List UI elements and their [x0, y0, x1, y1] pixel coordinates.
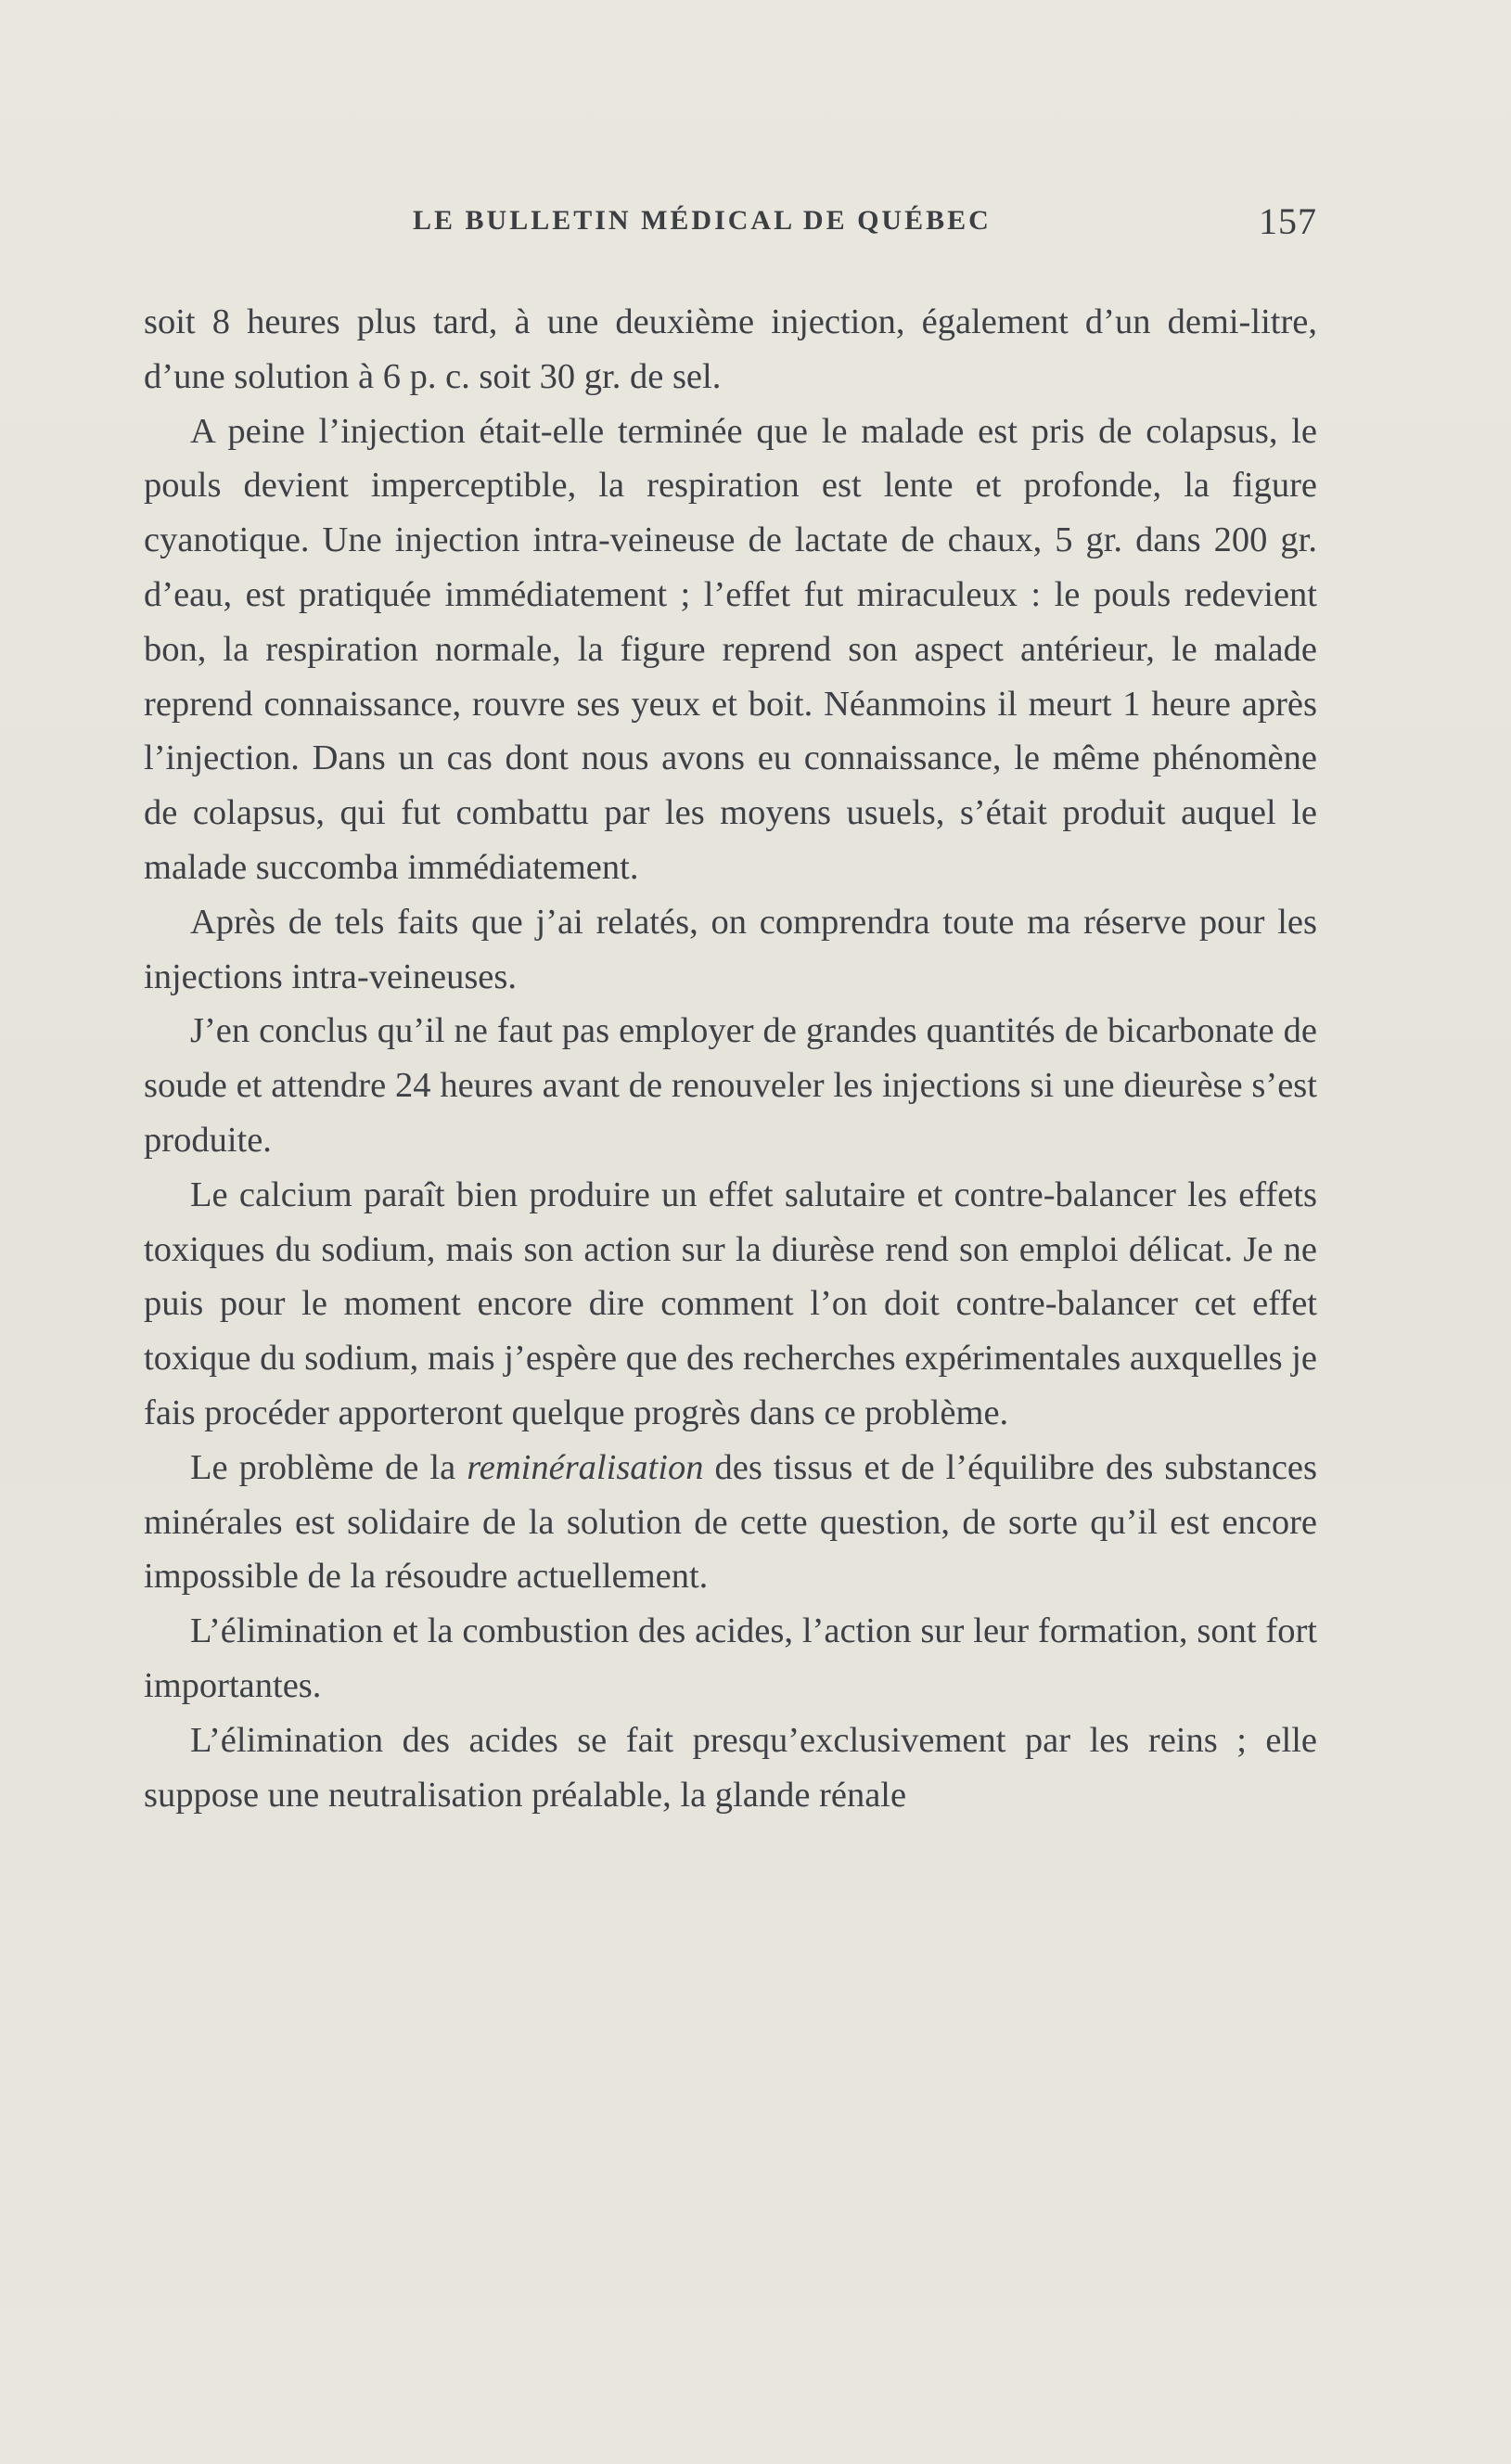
- paragraph-3: Après de tels faits que j’ai relatés, on comprendra toute ma réserve pour les injections intra-veineuses.: [144, 902, 1317, 996]
- paragraph-5: Le calcium paraît bien produire un effet salutaire et contre-balancer les effets toxiques du sodium, mais son action sur la diurèse rend son emploi délicat. Je ne puis pour le moment encore dire comment l’on doit contre-balancer cet effet toxique du sodium, mais j’espère que des recherches expérimentales auxquelles je fais procéder apporteront quelque progrès dans ce problème.: [144, 1174, 1317, 1432]
- paragraph-1: soit 8 heures plus tard, à une deuxième injection, également d’un demi-litre, d’une solution à 6 p. c. soit 30 gr. de sel.: [144, 302, 1317, 396]
- page-number: 157: [1259, 200, 1317, 242]
- paragraph-2: A peine l’injection était-elle terminée que le malade est pris de colapsus, le pouls devient imperceptible, la respiration est lente et profonde, la figure cyanotique. Une injection intra-veineuse de lactate de chaux, 5 gr. dans 200 gr. d’eau, est pratiquée immédiatement ; l’effet fut miraculeux : le pouls redevient bon, la respiration normale, la figure reprend son aspect antérieur, le malade reprend connaissance, rouvre ses yeux et boit. Néanmoins il meurt 1 heure après l’injection. Dans un cas dont nous avons eu connaissance, le même phénomène de colapsus, qui fut combattu par les moyens usuels, s’était produit auquel le malade succomba immédiatement.: [144, 411, 1317, 887]
- body-text: [144, 295, 1317, 1822]
- paragraph-4: J’en conclus qu’il ne faut pas employer de grandes quantités de bicarbonate de soude et attendre 24 heures avant de renouveler les injections si une dieurèse s’est produite.: [144, 1011, 1317, 1160]
- running-head: [144, 199, 1317, 246]
- paragraph-6-start: Le problème de la: [190, 1447, 467, 1487]
- paragraph-6: [144, 1441, 1317, 1604]
- running-title: LE BULLETIN MÉDICAL DE QUÉBEC: [413, 205, 992, 236]
- paragraph-7: L’élimination et la combustion des acides, l’action sur leur formation, sont fort importantes.: [144, 1611, 1317, 1705]
- paragraph-6-end: des tissus et de l’équilibre des substances minérales est solidaire de la solution de cette question, de sorte qu’il est encore impossible de la résoudre actuellement.: [144, 1447, 1317, 1597]
- paragraph-6-italic-term: reminéralisation: [467, 1447, 704, 1487]
- paragraph-8: L’élimination des acides se fait presqu’exclusivement par les reins ; elle suppose une neutralisation préalable, la glande rénale: [144, 1720, 1317, 1815]
